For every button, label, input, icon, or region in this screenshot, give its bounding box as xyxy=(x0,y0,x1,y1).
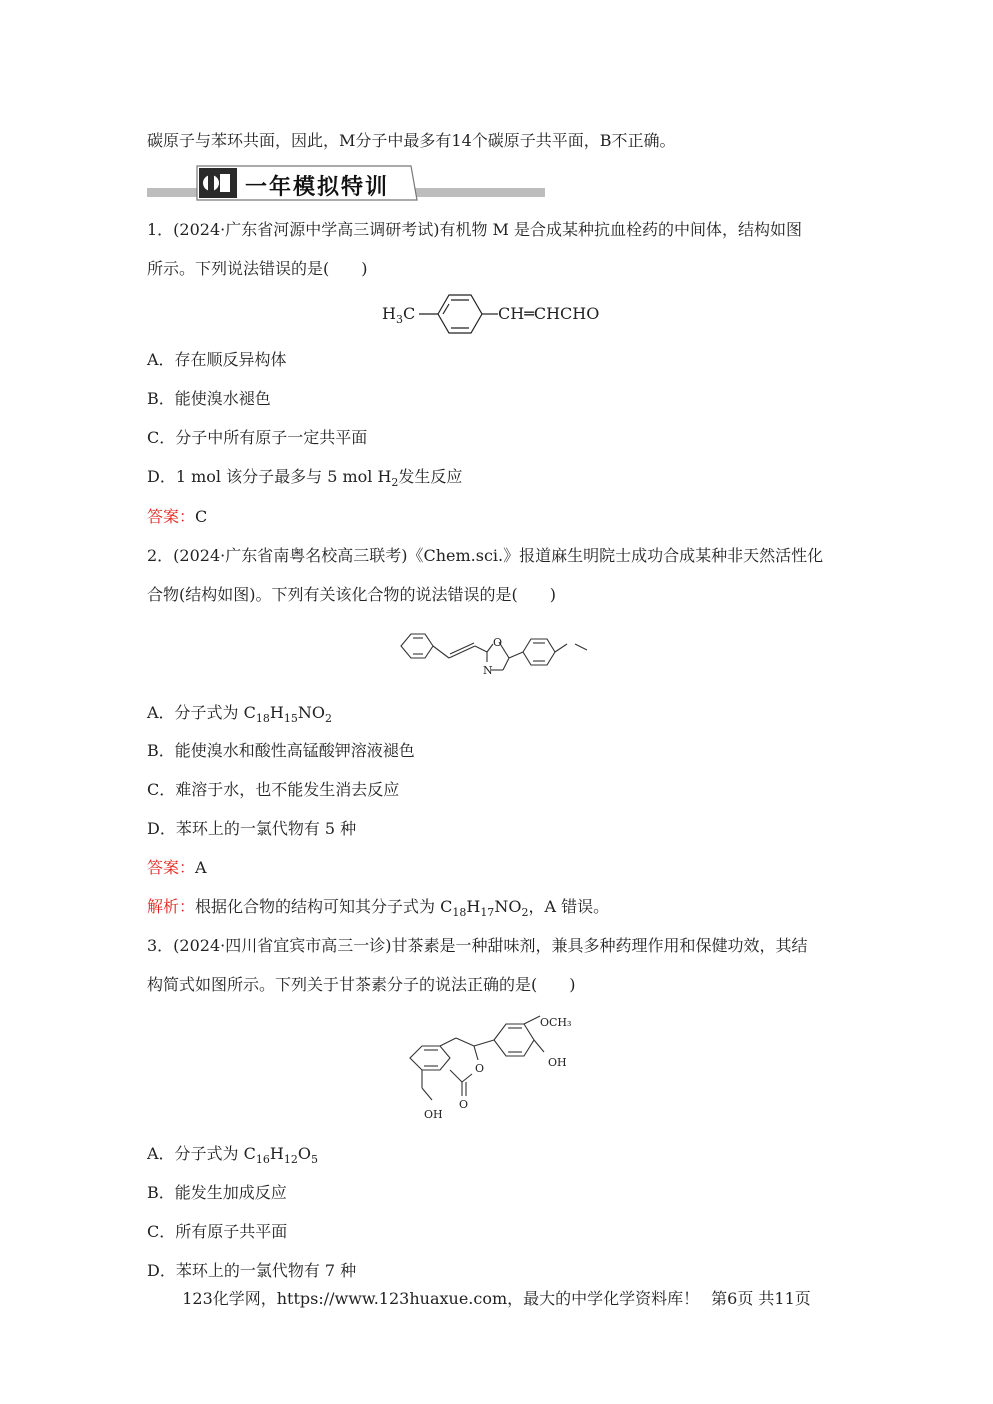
q3-stem-line1: 3．(2024·四川省宜宾市高三一诊)甘茶素是一种甜味剂，兼具多种药理作用和保健功效，其结 xyxy=(147,936,808,955)
q1-option-a: A．存在顺反异构体 xyxy=(147,350,287,369)
q2-ring-o: O xyxy=(493,636,503,649)
q1-stem-line1: 1．(2024·广东省河源中学高三调研考试)有机物 M 是合成某种抗血栓药的中间体，结构如图 xyxy=(147,220,803,239)
q3-option-d: D．苯环上的一氯代物有 7 种 xyxy=(147,1261,357,1280)
q2-stem-line1: 2．(2024·广东省南粤名校高三联考)《Chem.sci.》报道麻生明院士成功合成某种非天然活性化 xyxy=(147,546,824,565)
q2-option-d: D．苯环上的一氯代物有 5 种 xyxy=(147,819,357,838)
q2-explanation-label: 解析： xyxy=(147,897,196,916)
intro-line: 碳原子与苯环共面，因此，M分子中最多有14个碳原子共平面，B不正确。 xyxy=(147,131,676,150)
q2-ring-n: N xyxy=(483,664,493,677)
q1-option-c: C．分子中所有原子一定共平面 xyxy=(147,428,368,447)
q2-answer-value: A xyxy=(195,858,207,877)
section-banner xyxy=(147,160,545,206)
q1-answer-value: C xyxy=(195,507,208,526)
q1-answer-label: 答案： xyxy=(147,507,196,526)
q1-stem-line2: 所示。下列说法错误的是( ) xyxy=(147,259,368,278)
q3-option-c: C．所有原子共平面 xyxy=(147,1222,288,1241)
footer-page-number: 第6页 共11页 xyxy=(711,1289,811,1308)
q2-explanation: 解析：根据化合物的结构可知其分子式为 $C_{18}H_{17}NO_2$，A 错误。 xyxy=(147,897,610,919)
q3-structure xyxy=(400,1008,600,1128)
page-footer xyxy=(0,1288,993,1310)
q2-stem-line2: 合物(结构如图)。下列有关该化合物的说法错误的是( ) xyxy=(147,585,556,604)
footer-site-text: 123化学网，https://www.123huaxue.com，最大的中学化学资料库！ xyxy=(182,1289,700,1308)
q3-carbonyl-o-label: O xyxy=(459,1098,469,1111)
q1-option-b: B．能使溴水褪色 xyxy=(147,389,271,408)
q2-answer xyxy=(147,857,207,879)
q3-oh-bottom-label: OH xyxy=(424,1108,443,1121)
q2-answer-label: 答案： xyxy=(147,858,196,877)
q3-option-a: A．分子式为 $C_{16}H_{12}O_5$ xyxy=(147,1144,318,1166)
q1-chain-label: CH═CHCHO xyxy=(498,304,600,323)
q1-answer xyxy=(147,506,207,528)
q1-ch3-label: $H_3C$ xyxy=(382,304,416,326)
q1-option-d: D．1 mol 该分子最多与 5 mol $H_2$发生反应 xyxy=(147,467,463,489)
q2-option-b: B．能使溴水和酸性高锰酸钾溶液褪色 xyxy=(147,741,415,760)
section-title: 一年模拟特训 xyxy=(245,175,390,200)
q3-option-b: B．能发生加成反应 xyxy=(147,1183,287,1202)
q3-stem-line2: 构简式如图所示。下列关于甘茶素分子的说法正确的是( ) xyxy=(147,975,576,994)
q3-och3-label: OCH₃ xyxy=(540,1016,572,1029)
q2-option-c: C．难溶于水，也不能发生消去反应 xyxy=(147,780,400,799)
q1-structure xyxy=(382,290,622,338)
q3-ring-o-label: O xyxy=(475,1062,485,1075)
q2-structure xyxy=(395,622,605,682)
q3-oh-right-label: OH xyxy=(548,1056,567,1069)
q2-option-a: A．分子式为 $C_{18}H_{15}NO_2$ xyxy=(147,703,332,725)
